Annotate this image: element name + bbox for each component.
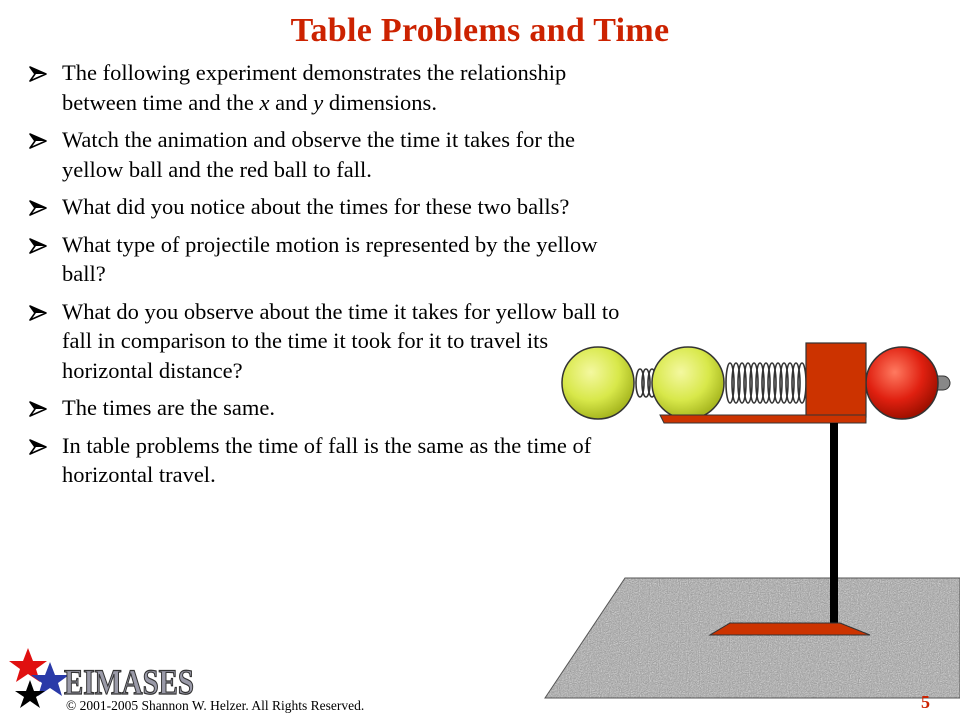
launcher-apparatus bbox=[560, 335, 960, 645]
arrow-bullet-icon bbox=[28, 238, 48, 254]
arrow-bullet-icon bbox=[28, 401, 48, 417]
page-number: 5 bbox=[921, 692, 930, 712]
yellow-ball bbox=[562, 347, 634, 419]
bullet-text: What did you notice about the times for these two balls? bbox=[62, 194, 570, 219]
red-ball bbox=[866, 347, 938, 419]
bullet-item bbox=[28, 297, 628, 386]
arrow-bullet-icon bbox=[28, 200, 48, 216]
logo-text: EIMASES bbox=[64, 662, 194, 702]
copyright-notice: © 2001-2005 Shannon W. Helzer. All Rights Reserved. bbox=[66, 698, 365, 713]
star-icon bbox=[15, 680, 45, 708]
stand-pole bbox=[830, 423, 838, 623]
eimases-logo bbox=[6, 646, 206, 706]
bullet-text: The times are the same. bbox=[62, 395, 276, 420]
bullet-text: What do you observe about the time it takes for yellow ball to fall in comparison to the time it took for it to travel its horizontal distance? bbox=[62, 298, 620, 383]
bullet-item bbox=[28, 230, 628, 289]
launcher-block bbox=[806, 343, 866, 417]
bullet-text: In table problems the time of fall is the same as the time of horizontal travel. bbox=[62, 432, 592, 487]
bullet-item bbox=[28, 58, 628, 117]
yellow-ball bbox=[652, 347, 724, 419]
bullet-item bbox=[28, 393, 628, 423]
bullet-item bbox=[28, 431, 628, 490]
arrow-bullet-icon bbox=[28, 66, 48, 82]
bullet-item bbox=[28, 125, 628, 184]
slide-title: Table Problems and Time bbox=[290, 12, 670, 49]
bullet-list bbox=[28, 58, 628, 498]
bullet-text: Watch the animation and observe the time it takes for the yellow ball and the red ball to fall. bbox=[62, 127, 576, 182]
bullet-text: The following experiment demonstrates the relationship between time and the x and y dimensions. bbox=[62, 60, 567, 115]
arrow-bullet-icon bbox=[28, 133, 48, 149]
stand-base bbox=[710, 623, 870, 635]
bullet-text: What type of projectile motion is represented by the yellow ball? bbox=[62, 231, 598, 286]
bullet-item bbox=[28, 192, 628, 222]
arrow-bullet-icon bbox=[28, 305, 48, 321]
arrow-bullet-icon bbox=[28, 439, 48, 455]
table-top bbox=[660, 415, 866, 423]
